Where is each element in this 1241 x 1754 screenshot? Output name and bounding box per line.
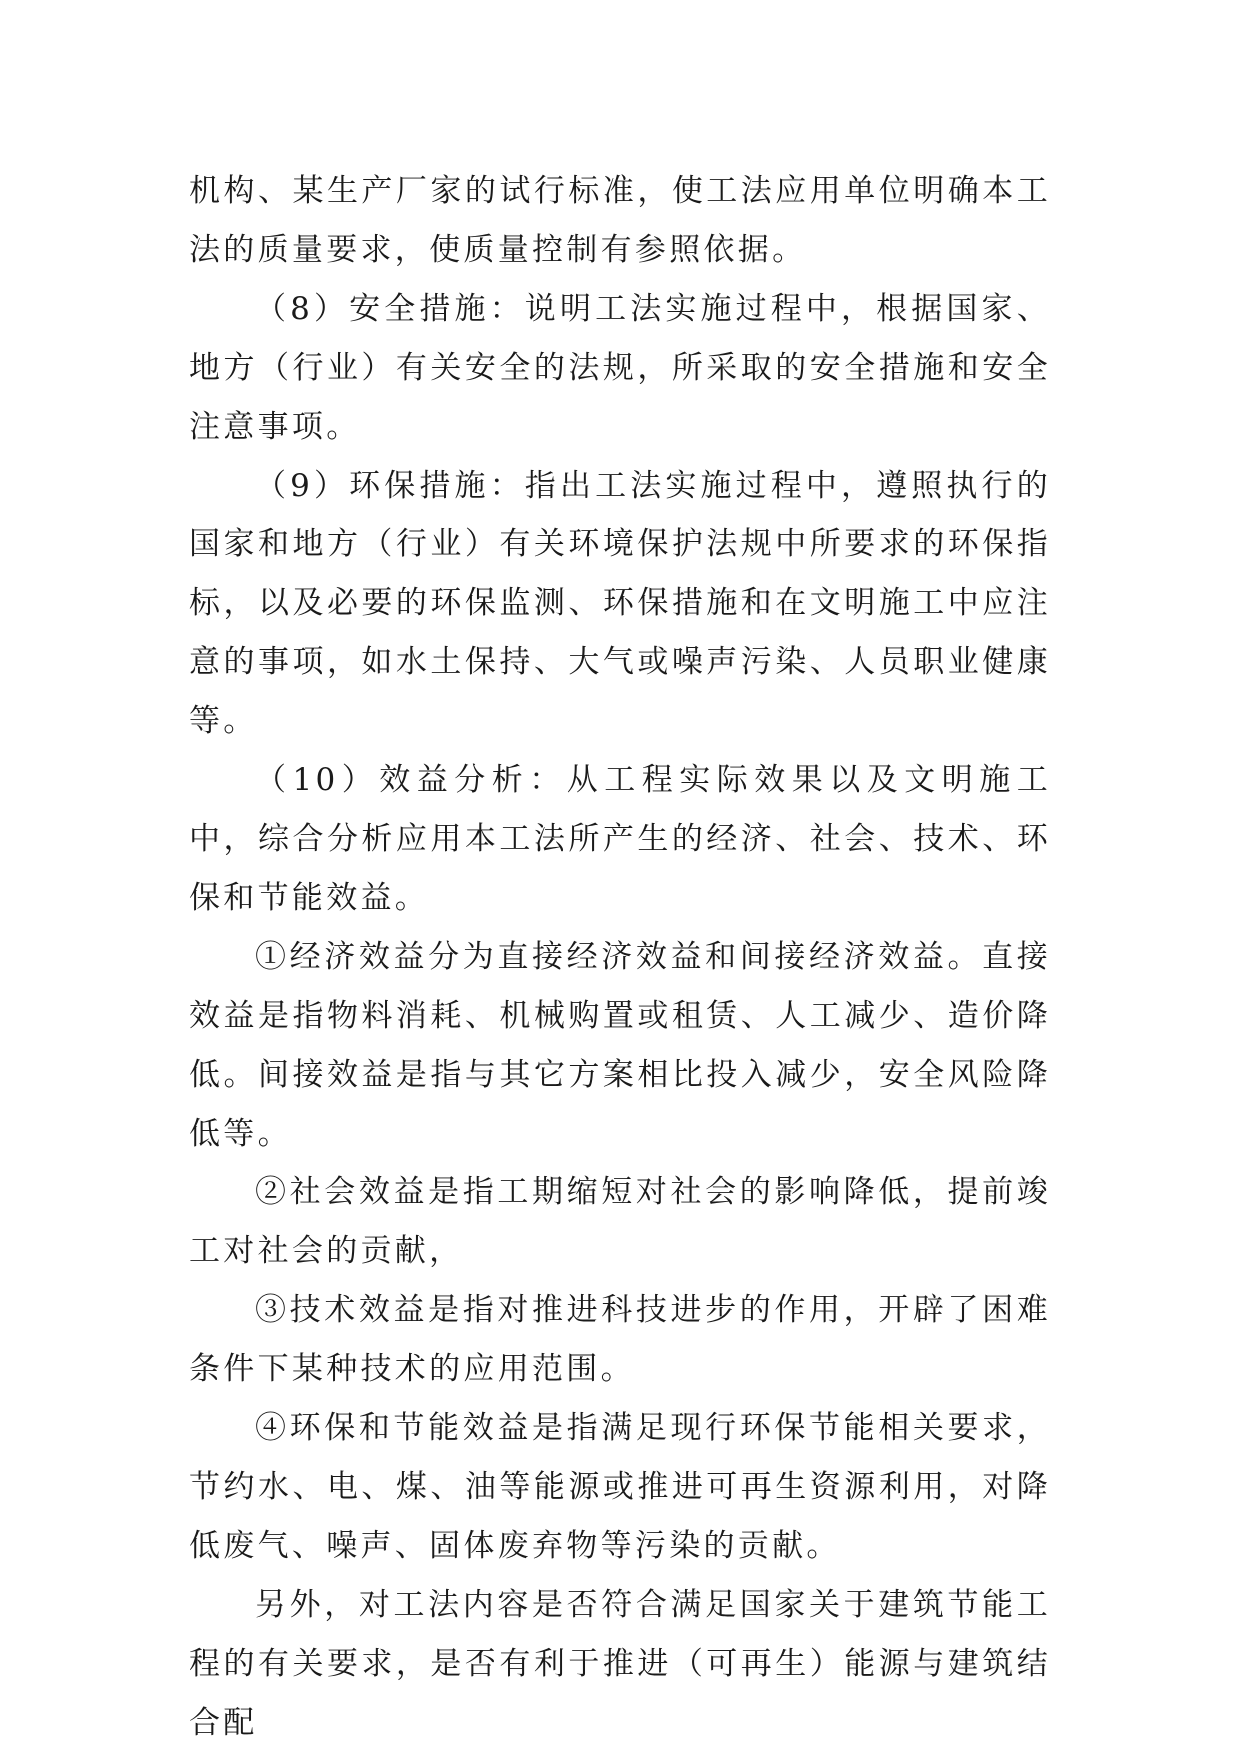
paragraph-technical-benefit: ③技术效益是指对推进科技进步的作用，开辟了困难条件下某种技术的应用范围。	[189, 1292, 1051, 1388]
paragraph-environmental-energy-benefit: ④环保和节能效益是指满足现行环保节能相关要求，节约水、电、煤、油等能源或推进可再生资源利用，对降低废气、噪声、固体废弃物等污染的贡献。	[189, 1410, 1051, 1564]
paragraph-additional-notes: 另外，对工法内容是否符合满足国家关于建筑节能工程的有关要求，是否有利于推进（可再生）能源与建筑结合配	[189, 1586, 1051, 1741]
paragraph-economic-benefit: ①经济效益分为直接经济效益和间接经济效益。直接效益是指物料消耗、机械购置或租赁、人工减少、造价降低。间接效益是指与其它方案相比投入减少，安全风险降低等。	[189, 938, 1051, 1152]
paragraph-social-benefit: ②社会效益是指工期缩短对社会的影响降低，提前竣工对社会的贡献，	[189, 1174, 1051, 1270]
paragraph-benefit-analysis: （10）效益分析：从工程实际效果以及文明施工中，综合分析应用本工法所产生的经济、社会、技术、环保和节能效益。	[189, 762, 1051, 916]
paragraph-environmental-measures: （9）环保措施：指出工法实施过程中，遵照执行的国家和地方（行业）有关环境保护法规中所要求的环保指标，以及必要的环保监测、环保措施和在文明施工中应注意的事项，如水土保持、大气或噪声污染、人员职业健康等。	[189, 467, 1051, 740]
document-body	[189, 162, 1051, 1752]
paragraph-safety-measures: （8）安全措施：说明工法实施过程中，根据国家、地方（行业）有关安全的法规，所采取的安全措施和安全注意事项。	[189, 290, 1051, 445]
paragraph-quality-standard: 机构、某生产厂家的试行标准，使工法应用单位明确本工法的质量要求，使质量控制有参照依据。	[189, 173, 1051, 268]
